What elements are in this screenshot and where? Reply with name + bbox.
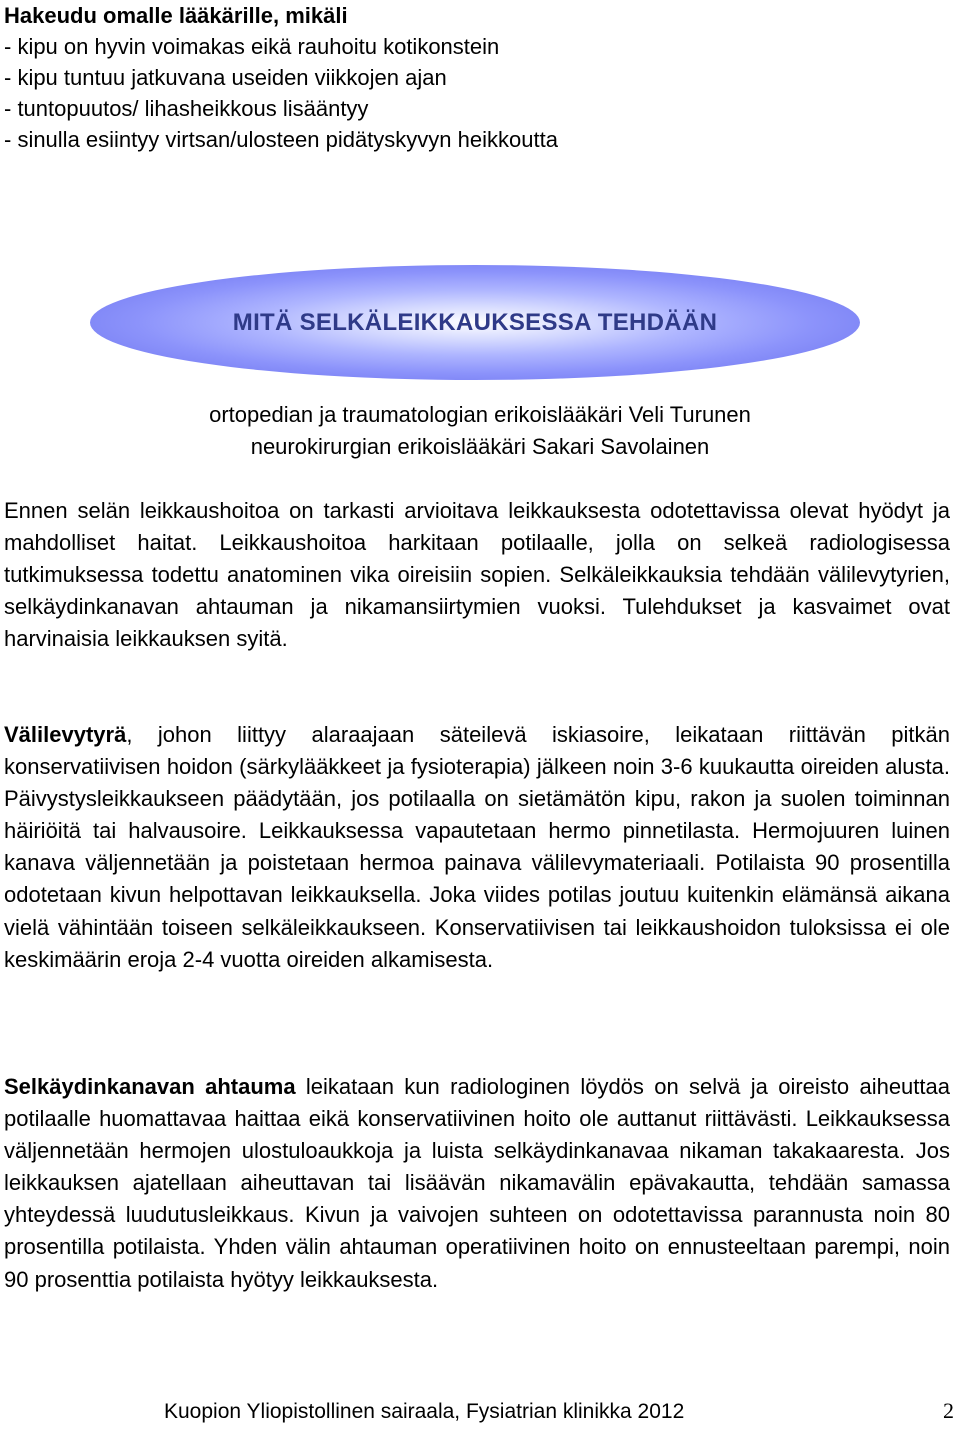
intro-list-item: - tuntopuutos/ lihasheikkous lisääntyy: [4, 96, 369, 121]
section-title: MITÄ SELKÄLEIKKAUKSESSA TEHDÄÄN: [232, 309, 718, 336]
intro-list-item: - kipu tuntuu jatkuvana useiden viikkojen ajan: [4, 65, 447, 90]
author-line: neurokirurgian erikoislääkäri Sakari Savolainen: [250, 434, 710, 459]
intro-section: [4, 0, 944, 155]
paragraph-spinal-stenosis: [4, 1071, 950, 1296]
author-line: ortopedian ja traumatologian erikoislääkäri Veli Turunen: [209, 402, 751, 427]
paragraph-lead-term: Selkäydinkanavan ahtauma: [4, 1074, 296, 1099]
paragraph-lead-term: Välilevytyrä: [4, 722, 127, 747]
page-number: 2: [943, 1398, 954, 1423]
paragraph-intro: [4, 495, 950, 655]
paragraph-text: Ennen selän leikkaushoitoa on tarkasti arvioitava leikkauksesta odotettavissa olevat hyödyt ja mahdolliset haitat. Leikkaushoitoa harkitaan potilaalle, jolla on selkeä radiologisessa tutkimuksessa todettu anatominen vika oireisiin sopien. Selkäleikkauksia tehdään välilevytyrien, selkäydinkanavan ahtauman ja nikamansiirtymien vuoksi. Tulehdukset ja kasvaimet ovat harvinaisia leikkauksen syitä.: [4, 498, 950, 652]
paragraph-text: leikataan kun radiologinen löydös on selvä ja oireisto aiheuttaa potilaalle huomattavaa haittaa eikä konservatiivinen hoito ole auttanut riittävästi. Leikkauksessa väljennetään hermojen ulostuloaukkoja ja luista selkäydinkanavaa nikaman takakaaresta. Jos leikkauksen ajatellaan aiheuttavan tai lisäävän nikamavälin epävakautta, tehdään samassa yhteydessä luudutusleikkaus. Kivun ja vaivojen suhteen on odotettavissa parannusta noin 80 prosentilla potilaista. Yhden välin ahtauman operatiivinen hoito on ennusteeltaan parempi, noin 90 prosenttia potilaista hyötyy leikkauksesta.: [4, 1074, 950, 1292]
intro-list-item: - sinulla esiintyy virtsan/ulosteen pidätyskyvyn heikkoutta: [4, 127, 558, 152]
page-footer: Kuopion Yliopistollinen sairaala, Fysiatrian klinikka 2012: [164, 1400, 685, 1423]
intro-list-item: - kipu on hyvin voimakas eikä rauhoitu kotikonstein: [4, 34, 500, 59]
section-heading-ellipse: [90, 265, 860, 380]
paragraph-text: , johon liittyy alaraajaan säteilevä iskiasoire, leikataan riittävän pitkän konservatiivisen hoidon (särkylääkkeet ja fysioterapia) jälkeen noin 3-6 kuukautta oireiden alusta. Päivystysleikkaukseen päädytään, jos potilaalla on sietämätön kipu, rakon ja suolen toiminnan häiriöitä tai halvausoire. Leikkauksessa vapautetaan hermo pinnetilasta. Hermojuuren luinen kanava väljennetään ja poistetaan hermoa painava välilevymateriaali. Potilaista 90 prosentilla odotetaan kivun helpottavan leikkauksella. Joka viides potilas joutuu kuitenkin elämänsä aikana vielä vähintään toiseen selkäleikkaukseen. Konservatiivisen tai leikkaushoidon tuloksissa ei ole keskimäärin eroja 2-4 vuotta oireiden alkamisesta.: [4, 722, 950, 972]
intro-title: Hakeudu omalle lääkärille, mikäli: [4, 3, 348, 28]
paragraph-disc-herniation: [4, 719, 950, 976]
authors-block: [0, 399, 960, 463]
